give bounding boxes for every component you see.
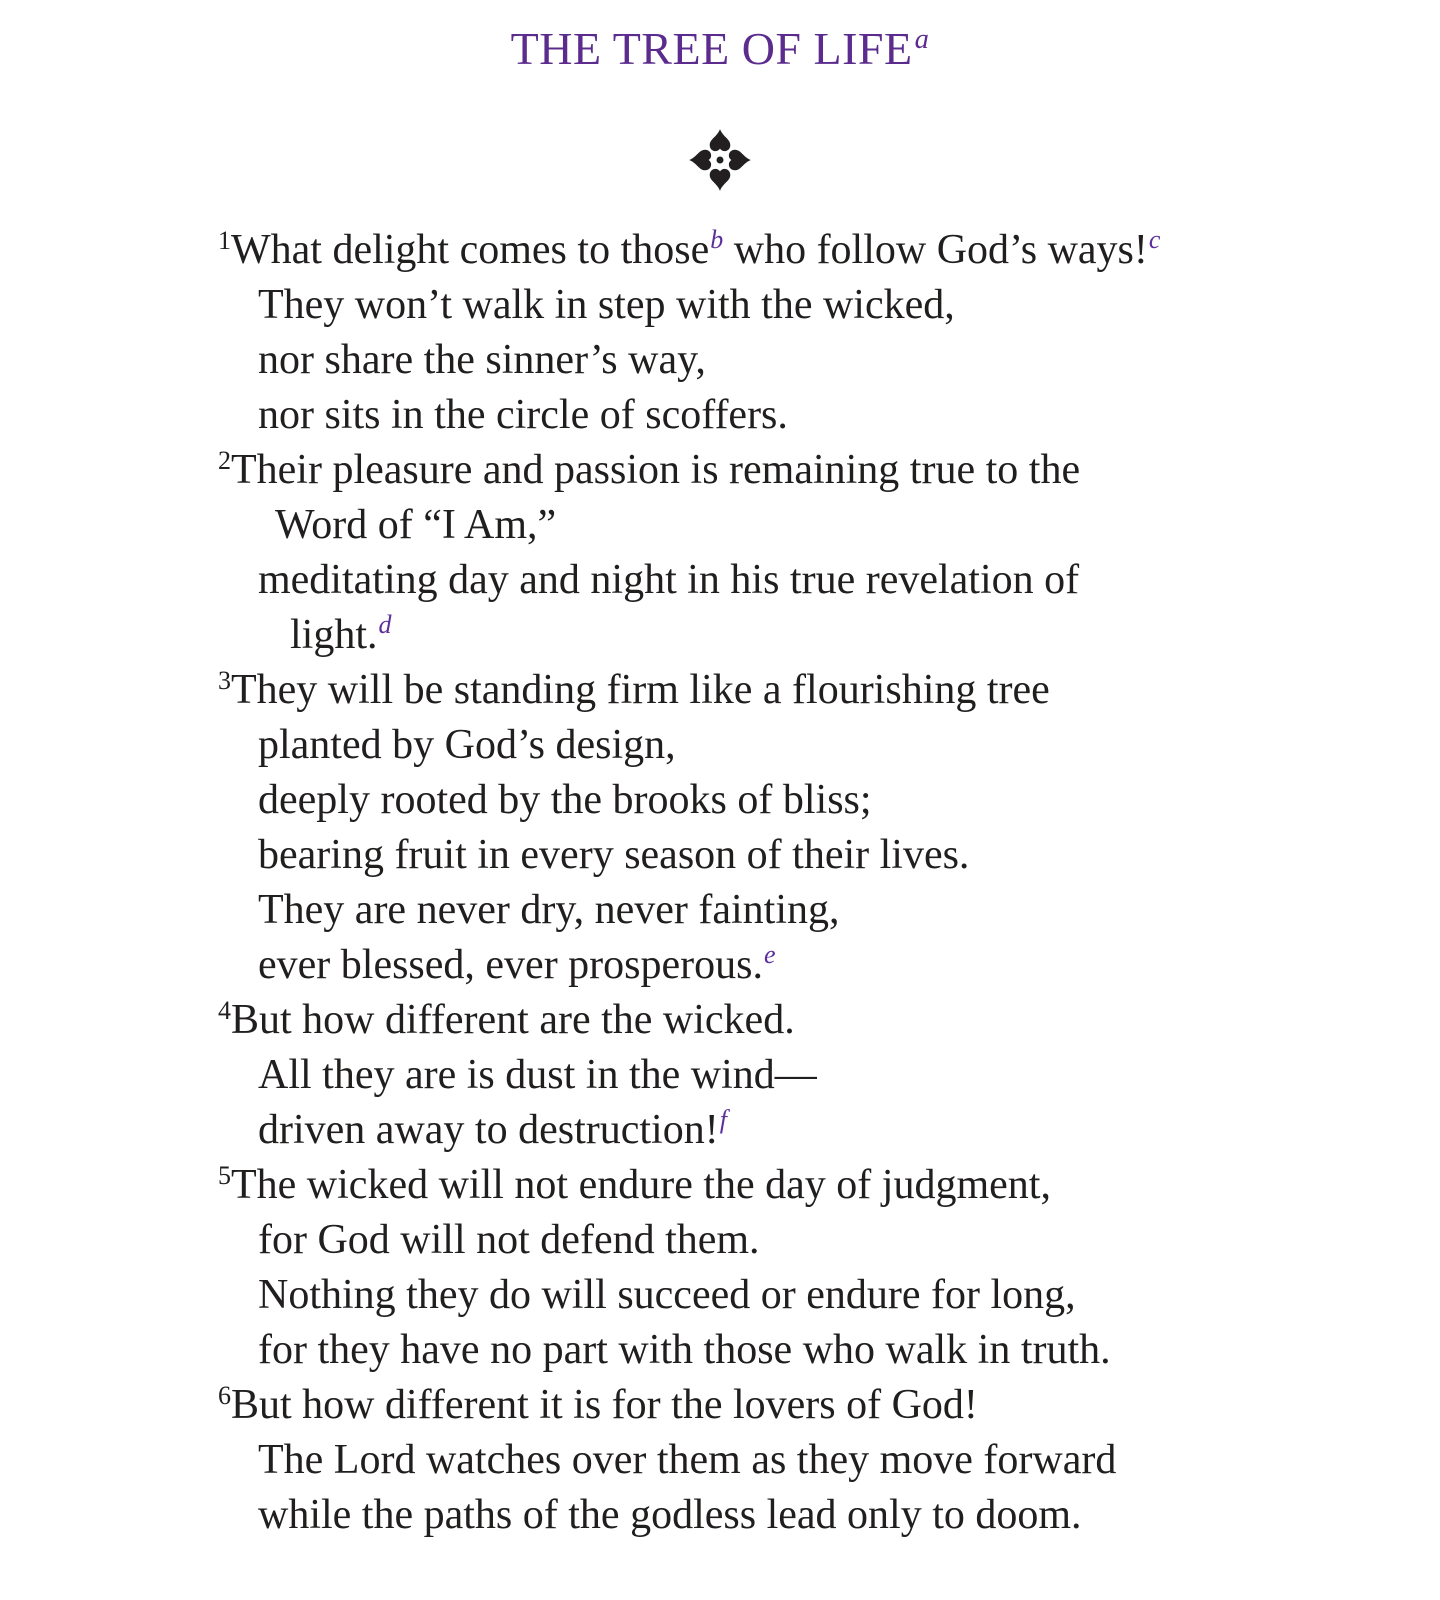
verse-6-line (258, 1488, 1440, 1543)
verse-line-text: meditating day and night in his true revelation of (258, 556, 1080, 603)
verse-line-text: Nothing they do will succeed or endure for long, (258, 1271, 1076, 1318)
verse-line-text: They will be standing firm like a flourishing tree (231, 666, 1050, 713)
verse-5-line (258, 1268, 1440, 1323)
verse-line-text: nor share the sinner’s way, (258, 336, 706, 383)
verse-3-line (258, 828, 1440, 883)
verse-number: 1 (218, 225, 231, 255)
scripture-page (0, 24, 1440, 1600)
verse-3-line (258, 938, 1440, 993)
verse-line-text: All they are is dust in the wind— (258, 1051, 817, 1098)
verse-3-line (218, 663, 1440, 718)
verse-5-line (258, 1213, 1440, 1268)
verse-line-text: light. (290, 611, 378, 658)
verse-line-text: for they have no part with those who walk in truth. (258, 1326, 1111, 1373)
verse-line-text: The Lord watches over them as they move forward (258, 1436, 1117, 1483)
cross-fleuron-icon (685, 125, 755, 195)
verse-line-text: deeply rooted by the brooks of bliss; (258, 776, 872, 823)
verse-line-text: nor sits in the circle of scoffers. (258, 391, 788, 438)
verse-number: 6 (218, 1380, 231, 1410)
verse-line-text: But how different are the wicked. (231, 996, 795, 1043)
verse-number: 2 (218, 445, 231, 475)
verse-line-text: They won’t walk in step with the wicked, (258, 281, 955, 328)
verse-3-line (258, 773, 1440, 828)
verse-1-line (218, 223, 1440, 278)
verse-line-text: who follow God’s ways! (723, 226, 1148, 273)
fleuron-center-dot (717, 156, 724, 163)
verse-4-line (258, 1103, 1440, 1158)
verse-4-line (218, 993, 1440, 1048)
verse-line-text: while the paths of the godless lead only to doom. (258, 1491, 1082, 1538)
footnote-marker[interactable]: f (719, 1104, 727, 1134)
verse-line-text: bearing fruit in every season of their lives. (258, 831, 970, 878)
verse-line-text: ever blessed, ever prosperous. (258, 941, 763, 988)
verse-number: 5 (218, 1160, 231, 1190)
verse-1-line (258, 278, 1440, 333)
verse-line-text: Word of “I Am,” (275, 501, 557, 548)
footnote-marker[interactable]: c (1148, 224, 1161, 254)
verse-3-line (258, 718, 1440, 773)
verse-line-text: What delight comes to those (231, 226, 710, 273)
verse-6-line (218, 1378, 1440, 1433)
verse-1-line (258, 333, 1440, 388)
footnote-marker[interactable]: d (378, 609, 392, 639)
verse-text-block (0, 223, 1440, 1543)
verse-2-line (275, 498, 1440, 553)
section-divider (0, 125, 1440, 197)
verse-line-text: But how different it is for the lovers of God! (231, 1381, 978, 1428)
passage-title (0, 24, 1440, 75)
verse-5-line (218, 1158, 1440, 1213)
verse-2-line (290, 608, 1440, 663)
passage-title-text: THE TREE OF LIFE (510, 23, 913, 74)
footnote-marker[interactable]: e (763, 939, 776, 969)
verse-5-line (258, 1323, 1440, 1378)
verse-2-line (218, 443, 1440, 498)
verse-1-line (258, 388, 1440, 443)
verse-line-text: Their pleasure and passion is remaining true to the (231, 446, 1081, 493)
footnote-marker[interactable]: b (710, 224, 724, 254)
verse-line-text: The wicked will not endure the day of judgment, (231, 1161, 1051, 1208)
verse-line-text: planted by God’s design, (258, 721, 676, 768)
verse-line-text: They are never dry, never fainting, (258, 886, 840, 933)
verse-2-line (258, 553, 1440, 608)
verse-3-line (258, 883, 1440, 938)
verse-line-text: for God will not defend them. (258, 1216, 760, 1263)
verse-4-line (258, 1048, 1440, 1103)
title-footnote-marker[interactable]: a (914, 24, 930, 55)
verse-line-text: driven away to destruction! (258, 1106, 719, 1153)
verse-6-line (258, 1433, 1440, 1488)
verse-number: 4 (218, 995, 231, 1025)
verse-number: 3 (218, 665, 231, 695)
